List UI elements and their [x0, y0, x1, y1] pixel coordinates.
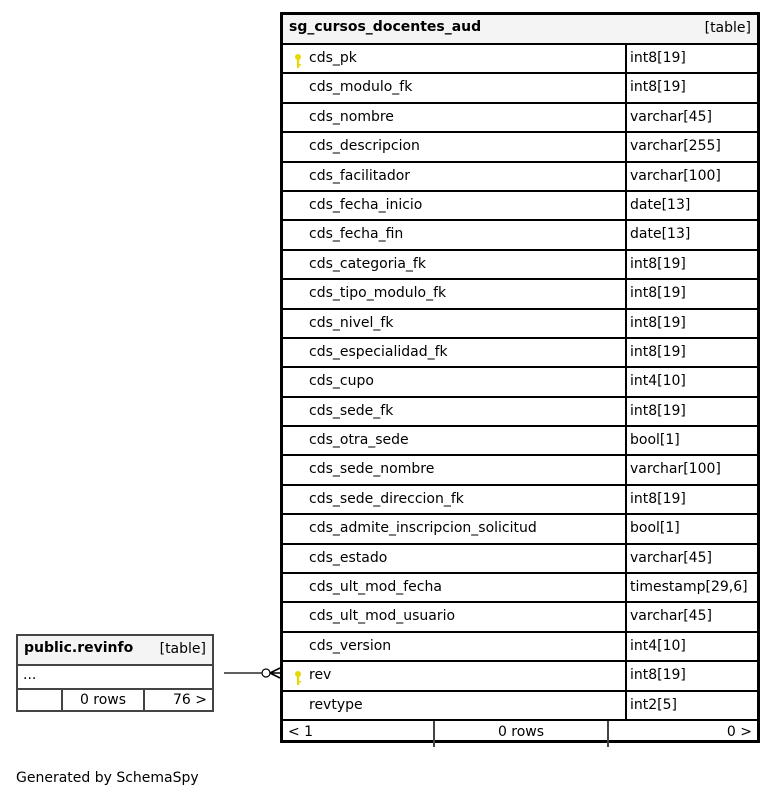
column-type-cell	[627, 74, 757, 101]
relationship-connector	[222, 660, 286, 688]
parents-count[interactable]	[283, 721, 435, 747]
column-name-cell	[283, 339, 627, 366]
column-row[interactable]	[283, 74, 757, 103]
column-name-cell	[283, 427, 627, 454]
column-name-cell	[283, 486, 627, 513]
row-count: 0 rows	[63, 690, 145, 712]
column-type: bool[1]	[630, 432, 680, 449]
column-row[interactable]	[283, 192, 757, 221]
children-count[interactable]	[609, 721, 757, 747]
key-icon	[293, 670, 303, 686]
column-name-cell	[283, 133, 627, 160]
column-type-cell	[627, 545, 757, 572]
column-name-cell	[283, 692, 627, 719]
column-type-cell	[627, 662, 757, 689]
column-name-cell	[283, 633, 627, 660]
column-name-cell	[283, 456, 627, 483]
column-type-cell	[627, 427, 757, 454]
column-type: int8[19]	[630, 255, 686, 272]
column-name: cds_categoria_fk	[309, 255, 426, 272]
table-name[interactable]: sg_cursos_docentes_aud	[289, 19, 482, 35]
column-type-cell	[627, 192, 757, 219]
column-row[interactable]	[283, 104, 757, 133]
column-row[interactable]	[283, 339, 757, 368]
row-count	[435, 721, 609, 747]
table-sg-cursos-docentes-aud[interactable]	[280, 12, 760, 743]
column-name: cds_facilitador	[309, 167, 411, 184]
column-row[interactable]	[283, 515, 757, 544]
column-type: timestamp[29,6]	[630, 579, 748, 596]
column-type: date[13]	[630, 196, 691, 213]
column-name: cds_sede_fk	[309, 402, 394, 419]
column-type: date[13]	[630, 226, 691, 243]
column-type: int4[10]	[630, 637, 686, 654]
column-type: varchar[255]	[630, 138, 721, 155]
column-name: cds_nombre	[309, 108, 394, 125]
column-name: cds_ult_mod_usuario	[309, 608, 456, 625]
column-name-cell	[283, 74, 627, 101]
column-type: int8[19]	[630, 490, 686, 507]
column-type-cell	[627, 692, 757, 719]
column-name: rev	[309, 667, 332, 684]
column-row[interactable]	[283, 692, 757, 721]
column-row[interactable]	[283, 310, 757, 339]
column-name: cds_sede_nombre	[309, 461, 435, 478]
column-row[interactable]	[283, 662, 757, 691]
column-name: cds_tipo_modulo_fk	[309, 285, 447, 302]
column-type: varchar[45]	[630, 608, 712, 625]
column-type-cell	[627, 133, 757, 160]
column-name-cell	[283, 662, 627, 689]
column-name: cds_fecha_fin	[309, 226, 404, 243]
column-name-cell	[283, 104, 627, 131]
column-row[interactable]	[283, 574, 757, 603]
column-name-cell	[283, 251, 627, 278]
column-type-cell	[627, 221, 757, 248]
column-type-cell	[627, 280, 757, 307]
table-public-revinfo[interactable]	[16, 634, 214, 712]
column-row[interactable]	[283, 221, 757, 250]
children-count-text: 0 >	[726, 723, 752, 740]
column-row[interactable]	[283, 133, 757, 162]
column-row[interactable]	[283, 368, 757, 397]
column-type: varchar[100]	[630, 167, 721, 184]
column-name: revtype	[309, 696, 363, 713]
column-type-cell	[627, 310, 757, 337]
table-kind: [table]	[159, 641, 206, 657]
column-name: cds_otra_sede	[309, 432, 409, 449]
column-type: int4[10]	[630, 373, 686, 390]
column-name: cds_modulo_fk	[309, 79, 413, 96]
column-type: int8[19]	[630, 285, 686, 302]
column-type-cell	[627, 251, 757, 278]
column-type-cell	[627, 104, 757, 131]
column-type: int2[5]	[630, 696, 677, 713]
column-name-cell	[283, 280, 627, 307]
column-name: cds_descripcion	[309, 138, 420, 155]
column-type-cell	[627, 398, 757, 425]
column-row[interactable]	[283, 251, 757, 280]
column-list	[283, 45, 757, 721]
column-name-cell	[283, 192, 627, 219]
column-name-cell	[283, 310, 627, 337]
column-row[interactable]	[283, 280, 757, 309]
collapsed-columns	[18, 666, 212, 690]
column-name: cds_especialidad_fk	[309, 343, 448, 360]
table-footer	[18, 690, 212, 712]
column-type: int8[19]	[630, 79, 686, 96]
column-name-cell	[283, 515, 627, 542]
column-name-cell	[283, 45, 627, 72]
column-name: cds_sede_direccion_fk	[309, 490, 464, 507]
column-type: int8[19]	[630, 402, 686, 419]
column-name-cell	[283, 574, 627, 601]
column-row[interactable]	[283, 45, 757, 74]
column-type-cell	[627, 339, 757, 366]
column-name: cds_fecha_inicio	[309, 196, 423, 213]
column-type-cell	[627, 603, 757, 630]
zero-optional-marker	[262, 669, 270, 677]
column-name-cell	[283, 398, 627, 425]
table-header	[283, 15, 757, 45]
column-type-cell	[627, 456, 757, 483]
column-type: int8[19]	[630, 50, 686, 66]
ellipsis-text: ...	[23, 667, 37, 683]
crows-foot-many-marker	[270, 668, 280, 678]
column-name-cell	[283, 163, 627, 190]
column-row[interactable]	[283, 545, 757, 574]
column-name: cds_ult_mod_fecha	[309, 579, 442, 596]
column-row[interactable]	[283, 427, 757, 456]
column-type: bool[1]	[630, 520, 680, 537]
generated-by-label: Generated by SchemaSpy	[16, 770, 199, 786]
column-name: cds_estado	[309, 549, 388, 566]
column-type-cell	[627, 633, 757, 660]
column-type: varchar[100]	[630, 461, 721, 478]
key-icon	[293, 53, 303, 69]
parents-count	[18, 690, 63, 712]
column-type-cell	[627, 515, 757, 542]
row-count-text: 0 rows	[497, 723, 545, 740]
column-row[interactable]	[283, 633, 757, 662]
column-name-cell	[283, 368, 627, 395]
column-row[interactable]	[283, 163, 757, 192]
column-name: cds_pk	[309, 50, 357, 66]
column-type-cell	[627, 574, 757, 601]
column-name-cell	[283, 221, 627, 248]
column-row[interactable]	[283, 398, 757, 427]
table-name[interactable]: public.revinfo	[24, 640, 134, 656]
column-type-cell	[627, 486, 757, 513]
column-name: cds_nivel_fk	[309, 314, 394, 331]
column-type: int8[19]	[630, 343, 686, 360]
column-name-cell	[283, 603, 627, 630]
column-type: varchar[45]	[630, 108, 712, 125]
column-name-cell	[283, 545, 627, 572]
column-row[interactable]	[283, 603, 757, 632]
column-name: cds_cupo	[309, 373, 374, 390]
column-row[interactable]	[283, 456, 757, 485]
column-type: int8[19]	[630, 314, 686, 331]
column-type-cell	[627, 368, 757, 395]
table-kind: [table]	[704, 20, 751, 36]
column-type-cell	[627, 163, 757, 190]
column-type-cell	[627, 45, 757, 72]
column-type: int8[19]	[630, 667, 686, 684]
parents-count-text: < 1	[288, 723, 314, 740]
table-header	[18, 636, 212, 666]
column-row[interactable]	[283, 486, 757, 515]
children-count[interactable]: 76 >	[173, 692, 207, 708]
column-name: cds_version	[309, 637, 392, 654]
column-type: varchar[45]	[630, 549, 712, 566]
column-name: cds_admite_inscripcion_solicitud	[309, 520, 537, 537]
table-footer	[283, 721, 757, 747]
